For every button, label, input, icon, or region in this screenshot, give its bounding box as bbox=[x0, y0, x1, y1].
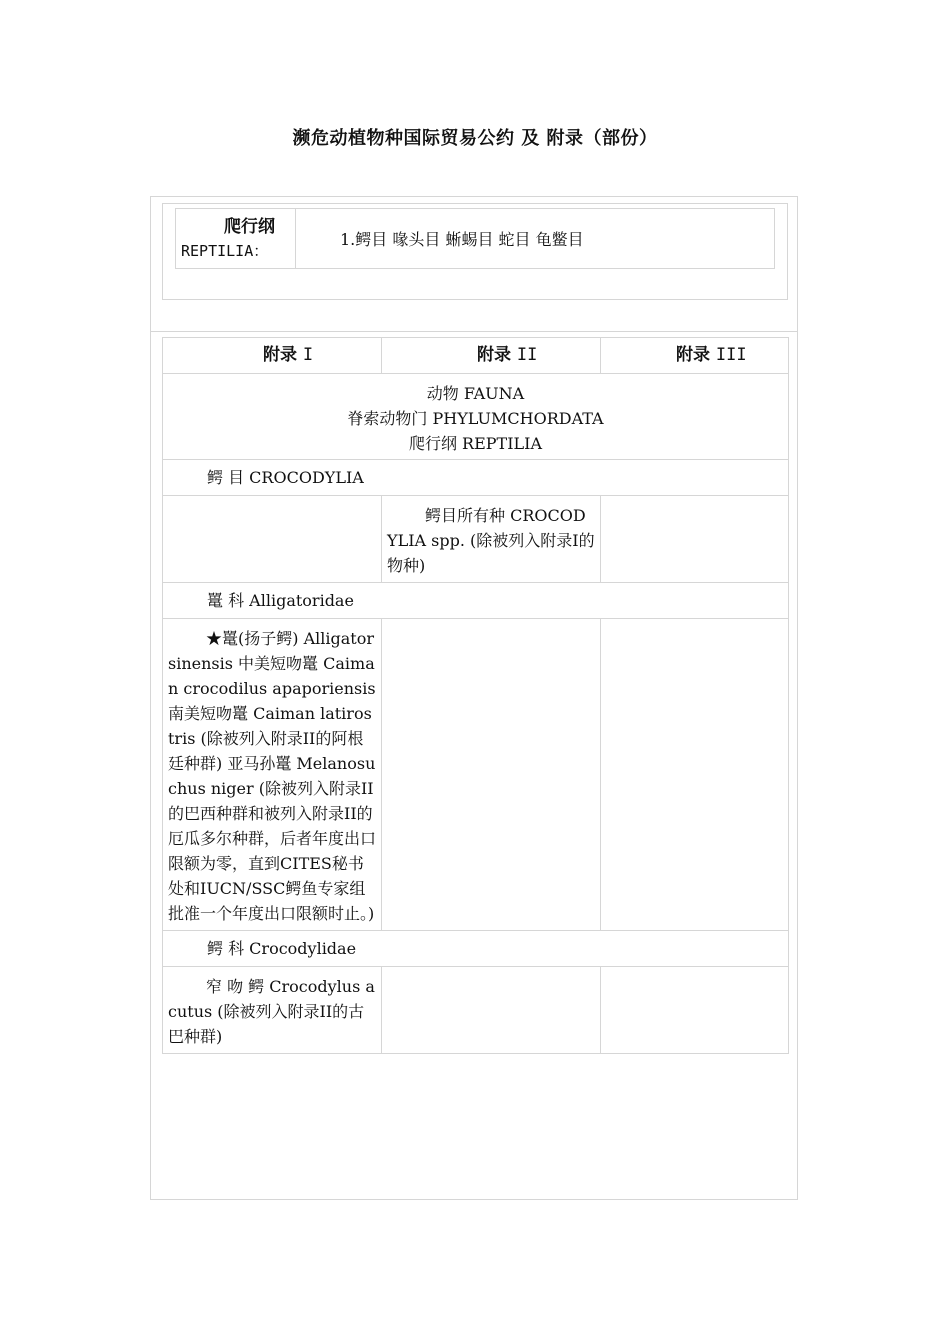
class-label-cell bbox=[176, 209, 296, 269]
family-row-alligatoridae bbox=[163, 583, 789, 619]
taxon-header-row bbox=[163, 374, 789, 460]
taxon-header-cell bbox=[163, 374, 789, 460]
crocodylidae-app1-cell: 窄 吻 鳄 Crocodylus acutus (除被列入附录II的古巴种群) bbox=[163, 967, 382, 1054]
phylum-label: 脊索动物门 PHYLUMCHORDATA bbox=[347, 409, 604, 428]
class-label: 爬行纲 REPTILIA bbox=[408, 434, 543, 453]
family-cell-crocodylidae: 鳄 科 Crocodylidae bbox=[163, 931, 789, 967]
section-divider bbox=[150, 331, 798, 332]
family-cell-alligatoridae: 鼍 科 Alligatoridae bbox=[163, 583, 789, 619]
order-row bbox=[163, 460, 789, 496]
alligatoridae-app1-cell: ★鼍(扬子鳄) Alligator sinensis 中美短吻鼍 Caiman crocodilus apaporiensis 南美短吻鼍 Caiman latirostris (除被列入附录II的阿根廷种群) 亚马孙鼍 Melanosuchus niger (除被列入附录II的巴西种群和被列入附录II的厄瓜多尔种群，后者年度出口限额为零，直到CITES秘书处和IUCN/SSC鳄鱼专家组批准一个年度出口限额时止。) bbox=[163, 619, 382, 931]
family-row-crocodylidae bbox=[163, 931, 789, 967]
header-appendix-3: 附录 III bbox=[601, 338, 789, 374]
order-app1-cell bbox=[163, 496, 382, 583]
order-species-row bbox=[163, 496, 789, 583]
order-app3-cell bbox=[601, 496, 789, 583]
order-app2-cell: 鳄目所有种 CROCODYLIA spp. (除被列入附录I的物种) bbox=[382, 496, 601, 583]
crocodylidae-app2-cell bbox=[382, 967, 601, 1054]
header-row bbox=[163, 338, 789, 374]
orders-cell: 1.鳄目 喙头目 蜥蜴目 蛇目 龟鳖目 bbox=[296, 209, 775, 269]
header-appendix-2: 附录 II bbox=[382, 338, 601, 374]
kingdom-label: 动物 FAUNA bbox=[426, 384, 525, 403]
alligatoridae-app3-cell bbox=[601, 619, 789, 931]
crocodylidae-app3-cell bbox=[601, 967, 789, 1054]
header-appendix-1: 附录 I bbox=[163, 338, 382, 374]
class-name-en: REPTILIA： bbox=[181, 241, 269, 260]
document-title: 濒危动植物种国际贸易公约 及 附录（部份） bbox=[292, 128, 658, 149]
appendix-table bbox=[162, 337, 789, 1054]
crocodylidae-species-row bbox=[163, 967, 789, 1054]
classification-table bbox=[175, 208, 775, 269]
class-name-zh: 爬行纲 bbox=[224, 216, 275, 237]
alligatoridae-species-row bbox=[163, 619, 789, 931]
alligatoridae-app2-cell bbox=[382, 619, 601, 931]
order-cell: 鳄 目 CROCODYLIA bbox=[163, 460, 789, 496]
